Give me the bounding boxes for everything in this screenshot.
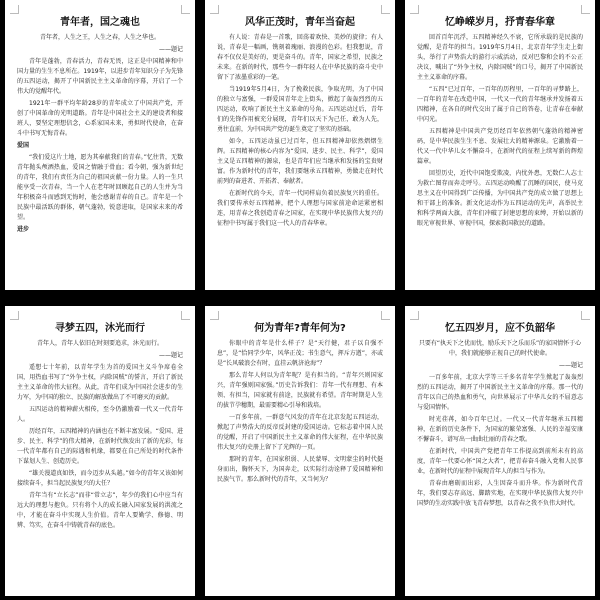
page-title: 青年者，国之魂也 [60, 17, 140, 28]
paragraph: 你眼中的青年是什么样子？是“天行健，君子以自强不息”，是“恰同学少年，风华正茂；书生意气，挥斥方遒”，亦或是“长风破浪会有时，直挂云帆济沧海”？ [217, 340, 383, 367]
paragraph: 五四精神是中国共产党历经百年依然朝气蓬勃的精神密码，是中华民族生生不息、发展壮大的精神源泉。它激励着一代又一代中华儿女不懈奋斗，在新时代的征程上续写新的辉煌篇章。 [417, 128, 583, 165]
corner-mark [210, 311, 219, 320]
corner-mark [181, 5, 190, 14]
paragraph: 一百多年前，一群意气风发的青年在北京发起五四运动，掀起了声势浩大的反帝反封建的爱国运动。它标志着中国人民的觉醒，开启了中国新民主主义革命的伟大征程，在中华民族伟大复兴的史册上留下了光辉的一页。 [217, 414, 383, 451]
page-title: 风华正茂时，青年当奋起 [245, 17, 355, 28]
epigraph: 青年者，人生之王，人生之春，人生之华也。 [39, 34, 160, 41]
corner-mark [181, 311, 190, 320]
document-page-3 [405, 0, 595, 290]
document-page-1 [5, 0, 195, 290]
paragraph: 历经百年，五四精神的内涵也在不断丰富发展。“爱国、进步、民主、科学”的伟大精神，在新时代焕发出了新的光彩，每一代青年都有自己的际遇和机缘，都要在自己所处的时代条件下谋划人生、创造历史。 [17, 428, 183, 465]
paragraph: 那么青年人何以为青年呢？是有担当的。“青年兴则国家兴，青年强则国家强。”历史告诉我们：青年一代有理想、有本领、有担当，国家就有前途，民族就有希望。青年时期是人生的拔节孕穗期，最需要精心引导和栽培。 [217, 372, 383, 409]
document-page-2 [205, 0, 395, 290]
paragraph: 回首百年沉浮，五四精神经久不衰，它所承载的是民族的觉醒，是青年的担当。1919年5月4日，北京青年学生走上街头，举行了声势浩大的游行示威活动，反对巴黎和会的不公正决议，喊出了“外争主权，内除国贼”的口号，揭开了中国新民主主义革命的序幕。 [417, 34, 583, 81]
corner-mark [10, 311, 19, 320]
epigraph: 只要有“执天下之优而忧，励乐天下之乐而乐”的家国情怀于心中，我们就能够正视自己的时代使命。 [418, 340, 582, 357]
document-page-4 [5, 306, 195, 596]
corner-mark [581, 311, 590, 320]
paragraph: 当1919年5月4日，为了挽救民族，争取光明，为了中国的独立与富强，一群爱国青年走上街头，掀起了轰轰烈烈的五四运动，吹响了新民主主义革命的号角。五四运动过后，青年们的先锋作用被充分展现，青年们以天下为己任，敢为人先，勇往直前，为中国共产党的诞生奠定了坚实的基础。 [217, 86, 383, 133]
paragraph: 回望历史，近代中国饱受欺凌，内忧外患，无数仁人志士为救亡图存而奔走呼号。五四运动唤醒了沉睡的国民，使马克思主义在中国得到广泛传播，为中国共产党的成立做了思想上和干部上的准备。新文化运动作为五四运动的先声，高举民主和科学两面大旗，青年们冲破了封建思想的束缚，开始以新的眼光审视世界、审视中国，探索救国救民的道路。 [417, 170, 583, 227]
paragraph: 青年是蓬勃，青春活力，青春无畏，这正是中国精神和中国力量的生生不息所在。1919年，以进步青年知识分子为先锋的五四运动，揭开了中国新民主主义革命的序幕，开启了一个伟大的觉醒年代。 [17, 58, 183, 95]
paragraph: 五四运动的精神薪火相传，至今仍激励着一代又一代青年人。 [17, 406, 183, 423]
page-title: 忆峥嵘岁月，抒青春华章 [445, 17, 555, 28]
paragraph: 1921年一群平均年龄28岁的青年成立了中国共产党，开创了中国革命的光明道路。青年是中国社会主义的建设者和接班人，要坚定理想信念，心系家国未来，勇担时代使命，在奋斗中书写无悔青春。 [17, 100, 183, 137]
corner-mark [381, 311, 390, 320]
page-title: 忆五四岁月，应不负韶华 [445, 323, 555, 334]
paragraph: 如今，五四运动虽已过百年，但五四精神却依然熠熠生辉。五四精神的核心内容为“爱国、进步、民主、科学”，爱国主义是五四精神的源泉，也是青年们应当继承和发扬的宝贵财富。作为新时代的青年，我们要继承五四精神，勇做走在时代前列的奋进者、开拓者、奉献者。 [217, 138, 383, 185]
section-heading: 爱国 [17, 142, 30, 149]
epigraph: 青年人，青年人依旧在时刻要追求，沐光而行。 [36, 340, 163, 347]
corner-mark [381, 5, 390, 14]
corner-mark [581, 5, 590, 14]
paragraph: 在新时代，中国共产党把青年工作提高到前所未有的高度，青年一代要心怀“国之大者”，把青春奋斗融入党和人民事业，在新时代的征程中展现青年人的担当与作为。 [417, 448, 583, 475]
section-heading: 进步 [17, 226, 30, 233]
corner-mark [410, 311, 419, 320]
paragraph: “我们爱这片土地，愿为其奉献我们的青春。”忆往昔，无数青年抛头颅洒热血，爱国之情融于骨血；看今朝，强为新世纪的青年，我们有责任为自己的祖国贡献一份力量。人的一生只能享受一次青春，当一个人在老年时回顾起自己的人生并为当年积极奋斗而感到无悔时，他会感谢青春的自己。青年是一个民族中最活跃的群体，朝气蓬勃，锐意进取，是国家未来的希望。 [17, 154, 183, 221]
paragraph: 一百多年前，北京大学等三千多名青年学生掀起了轰轰烈烈的五四运动，揭开了中国新民主主义革命的序幕。那一代的青年以自己的热血和勇气，向世界展示了中华儿女的不屈意志与爱国情怀。 [417, 374, 583, 411]
epigraph-signature: ——题记 [158, 46, 183, 53]
paragraph: 遥想七十年前，以青年学生为首的爱国主义斗争席卷全国，用热血书写了“外争主权，内除国贼”的誓言，开启了新民主主义革命的伟大征程。从此，青年们成为中国社会进步的生力军，为中国的独立、民族的解放做出了不可磨灭的贡献。 [17, 364, 183, 401]
paragraph: “五四”已过百年，一百年的历程里，一百年的寻梦路上，一百年的青年在改造中国，一代又一代的青年继承并发扬着五四精神，在各自的时代交出了属于自己的答卷，让青春在奉献中闪光。 [417, 86, 583, 123]
page-title: 寻梦五四，沐光而行 [55, 323, 145, 334]
corner-mark [410, 5, 419, 14]
paragraph: 青年当有“立长志”而非“常立志”，年少的我们心中应当有远大的理想与抱负。只有将个人的成长融入国家发展的洪流之中，才能在奋斗中实现人生价值。青年人要勤学、修德、明辨、笃实，在奋斗中铸就青春的底色。 [17, 492, 183, 529]
paragraph: 有人说：青春是一首歌，回荡着欢快、美妙的旋律；有人说，青春是一幅画，镌刻着瑰丽、浪漫的色彩。但我想说，青春不仅仅是美好的，更是奋斗的。青年，国家之希望，民族之未来。在新的时代，那些令一群年轻人在中华民族的奋斗史中留下了浓墨重彩的一笔。 [217, 34, 383, 81]
epigraph-signature: ——题记 [558, 362, 583, 369]
paragraph: 在新时代的今天，青年一代同样肩负着民族复兴的重任。我们要传承好五四精神，把个人理想与国家前途命运紧密相连，用青春之我创造青春之国家，在实现中华民族伟大复兴的征程中书写属于我们这一代人的青春华章。 [217, 190, 383, 227]
corner-mark [10, 5, 19, 14]
paragraph: 青春由磨砺而出彩，人生因奋斗而升华。作为新时代青年，我们要志存高远、脚踏实地，在实现中华民族伟大复兴中国梦的生动实践中放飞青春梦想，以青春之我不负伟大时代。 [417, 480, 583, 507]
paragraph: 那时的青年，在国家积弱、人民蒙辱、文明蒙尘的时代挺身而出，胸怀天下，为国奔走，以实际行动诠释了爱国精神和民族气节。那么新时代的青年，又当何为？ [217, 456, 383, 483]
document-page-5 [205, 306, 395, 596]
paragraph: 时光荏苒，如今百年已过。一代又一代青年继承五四精神，在新的历史条件下，为国家的繁荣富强、人民的幸福安康不懈奋斗，谱写出一曲曲壮丽的青春之歌。 [417, 416, 583, 443]
corner-mark [210, 5, 219, 14]
paragraph: “雄关漫道真如铁，而今迈步从头越。”如今的青年又该如何接续奋斗，担当起民族复兴的大任？ [17, 470, 183, 487]
page-title: 何为青年?青年何为? [254, 323, 346, 334]
document-page-6 [405, 306, 595, 596]
epigraph-signature: ——题记 [158, 352, 183, 359]
